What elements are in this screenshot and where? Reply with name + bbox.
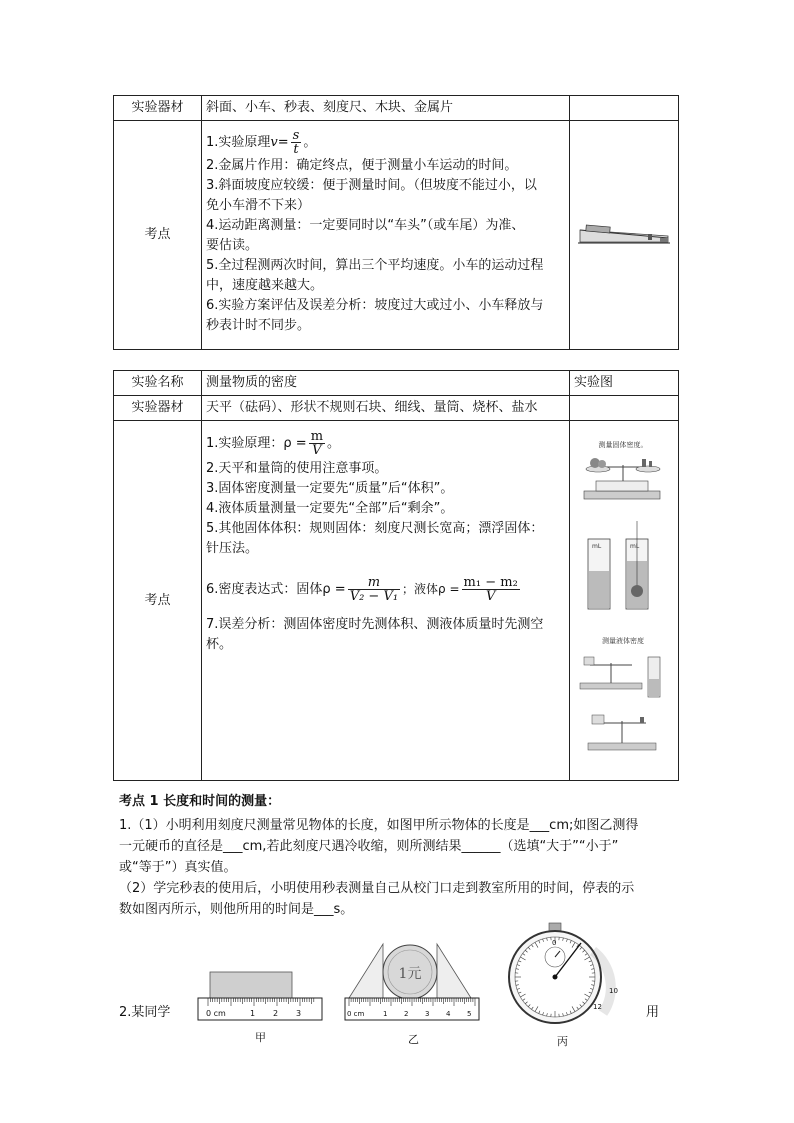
section-heading: 考点 1 长度和时间的测量： — [119, 794, 281, 809]
velocity-fraction: $\frac{s}{t}$ — [292, 128, 300, 157]
svg-text:1: 1 — [250, 1009, 256, 1018]
point-4a: 4.运动距离测量：一定要同时以“车头”（或车尾）为准、 — [206, 218, 525, 233]
point-2: 2.金属片作用：确定终点，便于测量小车运动的时间。 — [206, 158, 518, 173]
svg-text:2: 2 — [273, 1009, 279, 1018]
figure-label: 实验图 — [570, 371, 679, 396]
svg-text:4: 4 — [446, 1010, 451, 1018]
point-principle: 1.实验原理：ρ = $\frac{m}{V}$ 。 — [206, 429, 341, 458]
blank-cell — [570, 96, 679, 121]
stopwatch-figure-bing — [497, 921, 637, 1029]
question-1-line-3: 或“等于”）真实值。 — [119, 860, 237, 875]
point-6b: 秒表计时不同步。 — [206, 318, 311, 333]
incline-cart-illustration — [574, 212, 674, 252]
experiment-table-2 — [113, 370, 679, 781]
svg-text:10: 10 — [609, 987, 618, 995]
point-7a: 7.误差分析：测固体密度时先测体积、测液体质量时先测空 — [206, 617, 544, 632]
equipment-label: 实验器材 — [114, 96, 202, 121]
svg-text:0 cm: 0 cm — [347, 1010, 365, 1018]
point-2: 2.天平和量筒的使用注意事项。 — [206, 461, 388, 476]
triangle-ruler-right — [437, 944, 471, 998]
point-5a: 5.全过程测两次时间，算出三个平均速度。小车的运动过程 — [206, 258, 544, 273]
point-principle: 1.实验原理v= $\frac{s}{t}$ 。 — [206, 128, 317, 157]
solid-density-fraction: $\frac{m}{\text{V₂ − V₁}}$ — [349, 575, 399, 604]
question-1-line-5: 数如图丙所示，则他所用的时间是___s。 — [119, 902, 354, 917]
points-label: 考点 — [114, 421, 202, 781]
point-6a: 6.实验方案评估及误差分析：坡度过大或过小、小车释放与 — [206, 298, 544, 313]
triangle-ruler-left — [349, 944, 383, 998]
measured-block — [210, 972, 292, 998]
points-content — [202, 121, 570, 350]
points-label: 考点 — [114, 121, 202, 350]
coin-figure-yi — [343, 938, 483, 1026]
svg-text:mL: mL — [630, 543, 640, 550]
point-4: 4.液体质量测量一定要先“全部”后“剩余”。 — [206, 501, 454, 516]
experiment-name-value: 测量物质的密度 — [202, 371, 570, 396]
point-6: 6.密度表达式：固体ρ = $\frac{m}{\text{V₂ − V₁}}$ ；液体ρ = $\frac{\text{m₁ − m₂}}{V}$ — [206, 575, 518, 604]
figure-label-yi: 乙 — [408, 1033, 419, 1046]
svg-text:2: 2 — [404, 1010, 409, 1018]
experiment-name-label: 实验名称 — [114, 371, 202, 396]
svg-text:1: 1 — [383, 1010, 388, 1018]
svg-text:5: 5 — [467, 1010, 472, 1018]
svg-text:12: 12 — [593, 1003, 602, 1011]
svg-text:0 cm: 0 cm — [206, 1009, 226, 1018]
question-1-line-1: 1.（1）小明利用刻度尺测量常见物体的长度，如图甲所示物体的长度是___cm;如图乙测得 — [119, 818, 639, 833]
density-fraction: $\frac{m}{V}$ — [310, 429, 324, 458]
figure-label-jia: 甲 — [255, 1031, 266, 1044]
question-2-suffix: 用 — [646, 1005, 660, 1020]
svg-text:3: 3 — [425, 1010, 430, 1018]
equipment-value: 斜面、小车、秒表、刻度尺、木块、金属片 — [202, 96, 570, 121]
measuring-cylinder-icon — [588, 521, 648, 609]
liquid-density-caption: 测量液体密度 — [602, 637, 644, 645]
point-3a: 3.斜面坡度应较缓：便于测量时间。（但坡度不能过小，以 — [206, 178, 537, 193]
point-5b: 中，速度越来越大。 — [206, 278, 324, 293]
svg-text:mL: mL — [592, 543, 602, 550]
equipment-value: 天平（砝码）、形状不规则石块、细线、量筒、烧杯、盐水 — [202, 396, 570, 421]
point-7b: 杯。 — [206, 637, 233, 652]
svg-text:1元: 1元 — [398, 966, 422, 982]
liquid-density-fraction: $\frac{\text{m₁ − m₂}}{V}$ — [463, 575, 518, 604]
density-illustration — [570, 421, 676, 773]
point-3: 3.固体密度测量一定要先“质量”后“体积”。 — [206, 481, 454, 496]
points-content — [202, 421, 570, 781]
stopwatch-crown — [549, 923, 561, 931]
point-5a: 5.其他固体体积：规则固体：刻度尺测长宽高；漂浮固体： — [206, 521, 544, 536]
balance-icon — [584, 458, 660, 499]
point-5b: 针压法。 — [206, 541, 259, 556]
density-figures-cell — [570, 421, 679, 781]
ruler-figure-jia — [196, 966, 326, 1026]
point-3b: 免小车滑不下来） — [206, 198, 311, 213]
balance-liquid-icon-2 — [588, 715, 656, 750]
question-2-prefix: 2.某同学 — [119, 1005, 171, 1020]
experiment-table-1 — [113, 95, 679, 350]
equipment-label: 实验器材 — [114, 396, 202, 421]
question-1-line-4: （2）学完秒表的使用后，小明使用秒表测量自己从校门口走到教室所用的时间，停表的示 — [119, 881, 635, 896]
question-1-line-2: 一元硬币的直径是___cm,若此刻度尺遇冷收缩，则所测结果______（选填“大于”“小于” — [119, 839, 619, 854]
solid-density-caption: 测量固体密度。 — [598, 441, 648, 449]
balance-liquid-icon — [580, 657, 660, 697]
svg-text:3: 3 — [296, 1009, 302, 1018]
incline-figure-cell — [570, 121, 679, 350]
blank-cell — [570, 396, 679, 421]
svg-text:0: 0 — [552, 939, 557, 947]
figure-label-bing: 丙 — [557, 1035, 568, 1048]
point-4b: 要估读。 — [206, 238, 259, 253]
